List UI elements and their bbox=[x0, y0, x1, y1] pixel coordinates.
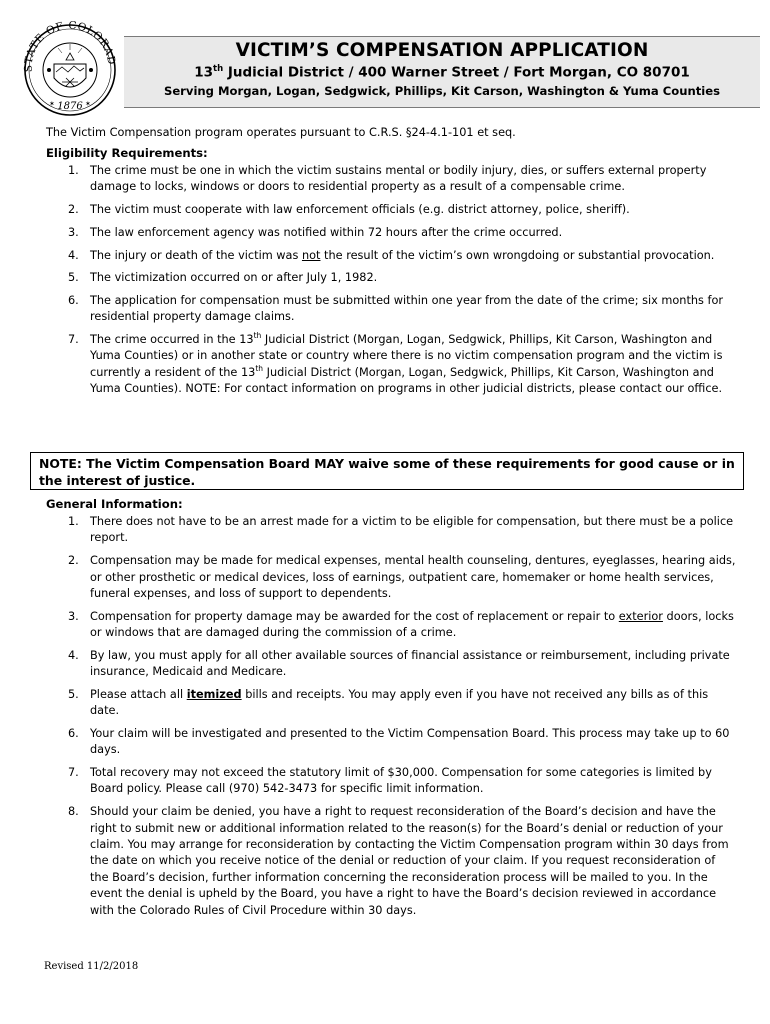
list-item: 1. There does not have to be an arrest made for a victim to be eligible for compensation, but there must be a police report. bbox=[68, 515, 734, 545]
svg-text:✶: ✶ bbox=[49, 100, 55, 108]
general-info-title: General Information: bbox=[46, 497, 183, 511]
serving-counties: Serving Morgan, Logan, Sedgwick, Phillips, Kit Carson, Washington & Yuma Counties bbox=[163, 83, 721, 98]
page-header bbox=[124, 36, 760, 108]
list-item: 6. Your claim will be investigated and presented to the Victim Compensation Board. This process may take up to 60 days. bbox=[68, 726, 730, 757]
waiver-note: NOTE: The Victim Compensation Board MAY waive some of these requirements for good cause or in the interest of justice. bbox=[30, 452, 744, 490]
svg-text:✶: ✶ bbox=[85, 100, 91, 108]
svg-text:STATE OF COLORADO: STATE OF COLORAD bbox=[22, 20, 118, 73]
list-item: 2. Compensation may be made for medical expenses, mental health counseling, dentures, eyeglasses, hearing aids, or other prosthetic or medical devices, loss of earnings, outpatient care, homemaker or home health services, funeral expenses, and loss of support to dependents. bbox=[68, 554, 736, 600]
list-item: 1. The crime must be one in which the victim sustains mental or bodily injury, dies, or suffers external property damage to locks, windows or doors to residential property as a result of a compensable crime. bbox=[68, 164, 707, 194]
list-item: 4. The injury or death of the victim was not the result of the victim’s own wrongdoing or substantial provocation. bbox=[68, 248, 715, 262]
list-item: 7. The crime occurred in the 13th Judicial District (Morgan, Logan, Sedgwick, Phillips, Kit Carson, Washington and Yuma Counties) or in another state or country where there is no victim compensation program and the victim is currently a resident of the 13th Judicial District (Morgan, Logan, Sedgwick, Phillips, Kit Carson, Washington and Yuma Counties). NOTE: For contact information on programs in other judicial districts, please contact our office. bbox=[68, 331, 723, 396]
intro-text: The Victim Compensation program operates pursuant to C.R.S. §24-4.1-101 et seq. bbox=[46, 126, 516, 139]
list-item: 6. The application for compensation must be submitted within one year from the date of the crime; six months for residential property damage claims. bbox=[68, 293, 724, 324]
list-item: 5. Please attach all itemized bills and receipts. You may apply even if you have not received any bills as of this date. bbox=[68, 687, 709, 718]
general-info-list bbox=[46, 514, 736, 925]
revised-date: Revised 11/2/2018 bbox=[44, 961, 139, 972]
list-item: 5. The victimization occurred on or after July 1, 1982. bbox=[68, 271, 378, 285]
page-title: VICTIM’S COMPENSATION APPLICATION bbox=[235, 40, 649, 61]
svg-text:1876: 1876 bbox=[57, 101, 83, 112]
district-address: 13th Judicial District / 400 Warner Street / Fort Morgan, CO 80701 bbox=[194, 64, 690, 81]
list-item: 3. The law enforcement agency was notified within 72 hours after the crime occurred. bbox=[68, 225, 563, 239]
eligibility-list bbox=[46, 163, 736, 404]
list-item: 2. The victim must cooperate with law enforcement officials (e.g. district attorney, police, sheriff). bbox=[68, 203, 630, 217]
list-item: 8. Should your claim be denied, you have a right to request reconsideration of the Board’s decision and have the right to submit new or additional information related to the reason(s) for the Board’s denial or reduction of your claim. You may arrange for reconsideration by contacting the Victim Compensation program within 30 days from the date on which you receive notice of the denial or reduction of your claim. If you request reconsideration of the Board’s decision, further information concerning the reconsideration process will be mailed to you. In the event the denial is upheld by the Board, you have a right to have the Board’s decision reviewed in accordance with the Colorado Rules of Civil Procedure within 30 days. bbox=[68, 805, 729, 917]
state-of-colorado-seal-icon bbox=[14, 20, 126, 118]
list-item: 3. Compensation for property damage may be awarded for the cost of replacement or repair to exterior doors, locks or windows that are damaged during the commission of a crime. bbox=[68, 609, 734, 640]
list-item: 4. By law, you must apply for all other available sources of financial assistance or reimbursement, including private insurance, Medicaid and Medicare. bbox=[68, 648, 730, 679]
eligibility-title: Eligibility Requirements: bbox=[46, 146, 208, 160]
list-item: 7. Total recovery may not exceed the statutory limit of $30,000. Compensation for some categories is limited by Board policy. Please call (970) 542-3473 for specific limit information. bbox=[68, 766, 712, 796]
